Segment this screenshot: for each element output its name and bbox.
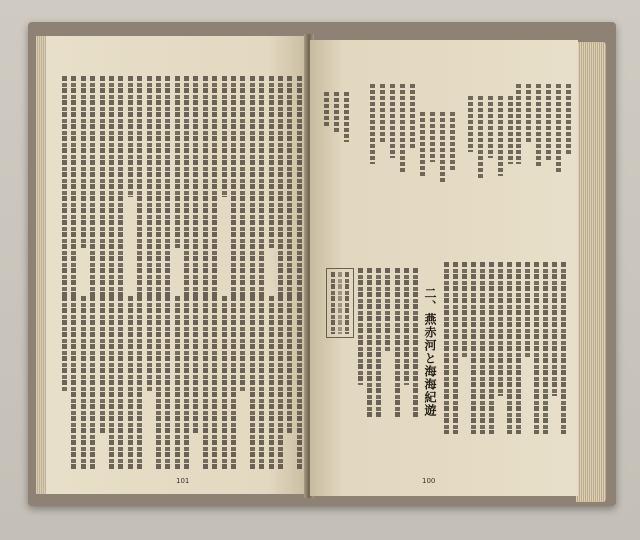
left-page-number: 101	[176, 477, 190, 485]
right-page-entry-list-2	[468, 96, 513, 186]
right-page-body-text-right	[444, 262, 566, 434]
right-page-body-text-left	[358, 268, 418, 418]
page-edges-right	[576, 42, 606, 502]
page-edges-left	[36, 36, 46, 494]
right-page-entry-list-1	[516, 84, 571, 174]
inset-note-box	[326, 268, 354, 338]
right-page-entry-list-3	[420, 112, 455, 192]
left-page	[46, 36, 308, 494]
left-page-lower-text	[62, 296, 302, 471]
right-page-entry-list-4	[370, 84, 415, 174]
section-heading: 二、燕赤河と海海紀遊	[423, 287, 437, 417]
right-page-entry-list-5	[324, 92, 349, 152]
left-page-upper-text	[62, 76, 302, 296]
right-page-number: 100	[422, 477, 436, 485]
